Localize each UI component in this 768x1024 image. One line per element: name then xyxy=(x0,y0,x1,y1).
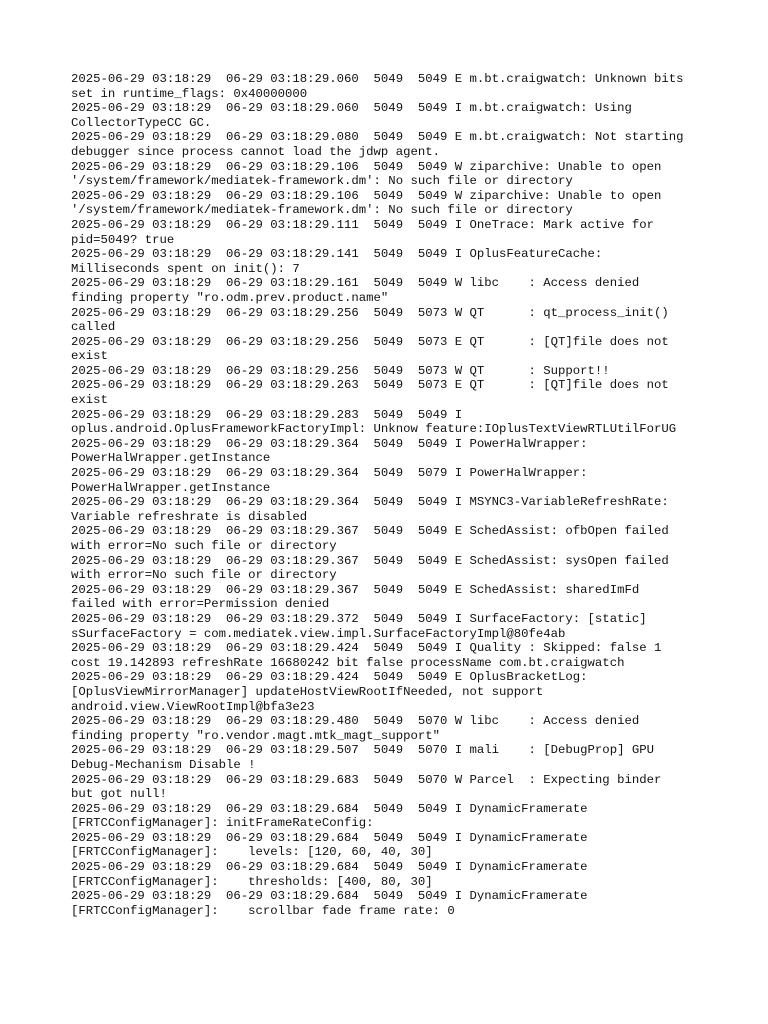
log-entry: 2025-06-29 03:18:29 06-29 03:18:29.684 5049 5049 I DynamicFramerate [FRTCConfigManager]: initFrameRateConfig: xyxy=(71,801,588,831)
log-entry: 2025-06-29 03:18:29 06-29 03:18:29.364 5049 5049 I PowerHalWrapper: PowerHalWrapper.getInstance xyxy=(71,436,588,466)
log-entry: 2025-06-29 03:18:29 06-29 03:18:29.367 5049 5049 E SchedAssist: sharedImFd failed with error=Permission denied xyxy=(71,582,640,612)
log-entry: 2025-06-29 03:18:29 06-29 03:18:29.080 5049 5049 E m.bt.craigwatch: Not starting debugger since process cannot load the jdwp agent. xyxy=(71,130,684,159)
log-entry: 2025-06-29 03:18:29 06-29 03:18:29.684 5049 5049 I DynamicFramerate [FRTCConfigManager]: scrollbar fade frame rate: 0 xyxy=(71,889,588,918)
log-entry: 2025-06-29 03:18:29 06-29 03:18:29.111 5049 5049 I OneTrace: Mark active for pid=5049? true xyxy=(71,217,654,247)
log-entry: 2025-06-29 03:18:29 06-29 03:18:29.256 5049 5073 W QT : qt_process_init() called xyxy=(71,305,669,335)
log-entry: 2025-06-29 03:18:29 06-29 03:18:29.283 5049 5049 I oplus.android.OplusFrameworkFactoryImpl: Unknow feature:IOplusTextViewRTLUtilForUG xyxy=(71,407,677,437)
log-entry: 2025-06-29 03:18:29 06-29 03:18:29.424 5049 5049 E OplusBracketLog: [OplusViewMirrorManager] updateHostViewRootIfNeeded, not support android.view.ViewRootImpl@bfa3e23 xyxy=(71,670,588,714)
log-entry: 2025-06-29 03:18:29 06-29 03:18:29.367 5049 5049 E SchedAssist: sysOpen failed with error=No such file or directory xyxy=(71,553,669,583)
log-entry: 2025-06-29 03:18:29 06-29 03:18:29.480 5049 5070 W libc : Access denied finding property "ro.vendor.magt.mtk_magt_support" xyxy=(71,714,640,743)
log-entry: 2025-06-29 03:18:29 06-29 03:18:29.060 5049 5049 I m.bt.craigwatch: Using CollectorTypeCC GC. xyxy=(71,101,632,130)
log-document xyxy=(71,72,761,918)
log-entry: 2025-06-29 03:18:29 06-29 03:18:29.683 5049 5070 W Parcel : Expecting binder but got null! xyxy=(71,772,662,802)
log-entry: 2025-06-29 03:18:29 06-29 03:18:29.424 5049 5049 I Quality : Skipped: false 1 cost 19.142893 refreshRate 16680242 bit false processName com.bt.craigwatch xyxy=(71,641,662,670)
log-entry: 2025-06-29 03:18:29 06-29 03:18:29.256 5049 5073 W QT : Support!! xyxy=(71,363,610,378)
log-entry: 2025-06-29 03:18:29 06-29 03:18:29.141 5049 5049 I OplusFeatureCache: Milliseconds spent on init(): 7 xyxy=(71,247,603,276)
log-entry: 2025-06-29 03:18:29 06-29 03:18:29.256 5049 5073 E QT : [QT]file does not exist xyxy=(71,334,669,364)
log-entry: 2025-06-29 03:18:29 06-29 03:18:29.372 5049 5049 I SurfaceFactory: [static] sSurfaceFactory = com.mediatek.view.impl.SurfaceFactoryImpl@80fe4ab xyxy=(71,611,647,641)
log-entry: 2025-06-29 03:18:29 06-29 03:18:29.684 5049 5049 I DynamicFramerate [FRTCConfigManager]: levels: [120, 60, 40, 30] xyxy=(71,830,588,860)
log-entry: 2025-06-29 03:18:29 06-29 03:18:29.106 5049 5049 W ziparchive: Unable to open '/system/framework/mediatek-framework.dm': No such file or directory xyxy=(71,159,662,189)
log-entry: 2025-06-29 03:18:29 06-29 03:18:29.364 5049 5079 I PowerHalWrapper: PowerHalWrapper.getInstance xyxy=(71,466,588,495)
log-entry: 2025-06-29 03:18:29 06-29 03:18:29.060 5049 5049 E m.bt.craigwatch: Unknown bits set in runtime_flags: 0x40000000 xyxy=(71,72,684,101)
log-entry: 2025-06-29 03:18:29 06-29 03:18:29.684 5049 5049 I DynamicFramerate [FRTCConfigManager]: thresholds: [400, 80, 30] xyxy=(71,860,588,889)
log-entry: 2025-06-29 03:18:29 06-29 03:18:29.364 5049 5049 I MSYNC3-VariableRefreshRate: Variable refreshrate is disabled xyxy=(71,495,669,524)
log-entry: 2025-06-29 03:18:29 06-29 03:18:29.161 5049 5049 W libc : Access denied finding property "ro.odm.prev.product.name" xyxy=(71,276,640,305)
log-entry: 2025-06-29 03:18:29 06-29 03:18:29.263 5049 5073 E QT : [QT]file does not exist xyxy=(71,378,669,408)
log-entry: 2025-06-29 03:18:29 06-29 03:18:29.507 5049 5070 I mali : [DebugProp] GPU Debug-Mechanism Disable ! xyxy=(71,743,654,772)
log-entry: 2025-06-29 03:18:29 06-29 03:18:29.367 5049 5049 E SchedAssist: ofbOpen failed with error=No such file or directory xyxy=(71,524,669,553)
log-entry: 2025-06-29 03:18:29 06-29 03:18:29.106 5049 5049 W ziparchive: Unable to open '/system/framework/mediatek-framework.dm': No such file or directory xyxy=(71,188,662,218)
